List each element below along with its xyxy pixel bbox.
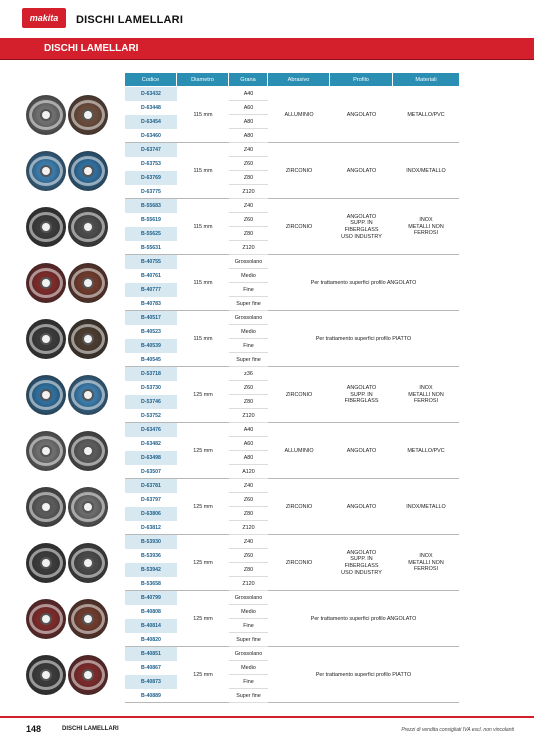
- footer-title: DISCHI LAMELLARI: [62, 726, 119, 732]
- disc-back-image: [68, 655, 108, 695]
- product-code: B-40761: [141, 273, 161, 279]
- grain-value: Z80: [229, 507, 268, 521]
- disc-front-image: [26, 151, 66, 191]
- disc-hole: [40, 221, 52, 233]
- disc-back-image: [68, 151, 108, 191]
- material-value: INOX/METALLO: [406, 167, 446, 174]
- grain-value: Medio: [229, 605, 268, 619]
- disc-hole: [40, 445, 52, 457]
- product-code: D-63476: [125, 423, 177, 437]
- diameter-value: 115 mm: [193, 167, 213, 174]
- diameter-value: 125 mm: [193, 671, 213, 678]
- grain-value: Medio: [229, 661, 268, 675]
- grain-value: A40: [229, 87, 268, 101]
- col-header-materiali: Materiali: [393, 73, 459, 86]
- product-group: [125, 535, 459, 591]
- grain-value: Z40: [229, 199, 268, 213]
- product-code: B-55625: [125, 227, 177, 241]
- grain-value: Fine: [229, 283, 268, 297]
- product-code: D-63507: [141, 469, 161, 475]
- grain-value: Super fine: [229, 633, 268, 647]
- disc-front-image: [26, 431, 66, 471]
- disc-front-image: [26, 263, 66, 303]
- page-number: 148: [26, 724, 42, 734]
- grain-value: A60: [229, 437, 268, 451]
- disc-hole: [40, 669, 52, 681]
- disc-hole: [40, 333, 52, 345]
- product-code: B-40889: [141, 693, 161, 699]
- abrasive-value: ALLUMINIO: [284, 111, 314, 118]
- footer-note: Prezzi di vendita consigliati IVA escl. non vincolanti: [401, 727, 514, 733]
- grain-value: Z60: [229, 493, 268, 507]
- product-code: B-40523: [141, 329, 161, 335]
- disc-hole: [40, 501, 52, 513]
- disc-back-image: [68, 95, 108, 135]
- profile-value: ANGOLATO: [346, 447, 377, 454]
- usage-note: Per trattamento superfici profilo PIATTO: [315, 671, 412, 678]
- product-code: B-55683: [125, 199, 177, 213]
- profile-value: ANGOLATO SUPP. IN FIBERGLASS USO INDUSTRY: [341, 549, 382, 576]
- grain-value: Z120: [229, 521, 268, 535]
- disc-hole: [40, 277, 52, 289]
- product-group: [125, 87, 459, 143]
- product-code: B-40755: [125, 255, 177, 269]
- section-banner: [0, 38, 534, 60]
- material-value: METALLO/PVC: [407, 111, 445, 118]
- disc-hole: [40, 109, 52, 121]
- disc-hole: [40, 389, 52, 401]
- grain-value: Z60: [229, 381, 268, 395]
- product-group: [125, 311, 459, 367]
- disc-hole: [82, 389, 94, 401]
- diameter-value: 115 mm: [193, 279, 213, 286]
- material-value: INOX/METALLO: [406, 503, 446, 510]
- profile-value: ANGOLATO SUPP. IN FIBERGLASS: [344, 384, 379, 405]
- grain-value: A80: [229, 115, 268, 129]
- diameter-value: 115 mm: [193, 335, 213, 342]
- product-group: [125, 199, 459, 255]
- disc-back-image: [68, 207, 108, 247]
- product-group: [125, 255, 459, 311]
- product-code: B-40820: [141, 637, 161, 643]
- product-code: D-53752: [141, 413, 161, 419]
- disc-hole: [82, 613, 94, 625]
- product-code: D-63769: [125, 171, 177, 185]
- disc-back-image: [68, 375, 108, 415]
- product-code: D-63797: [141, 497, 161, 503]
- product-code: B-40867: [141, 665, 161, 671]
- product-code: B-40808: [141, 609, 161, 615]
- product-group: [125, 479, 459, 535]
- col-header-abrasivo: Abrasivo: [268, 73, 330, 86]
- diameter-value: 125 mm: [193, 559, 213, 566]
- product-group: [125, 367, 459, 423]
- usage-note: Per trattamento superfici profilo ANGOLATO: [310, 615, 417, 622]
- abrasive-value: ZIRCONIO: [285, 223, 313, 230]
- diameter-value: 125 mm: [193, 615, 213, 622]
- disc-front-image: [26, 487, 66, 527]
- grain-value: Super fine: [229, 297, 268, 311]
- grain-value: Z60: [229, 213, 268, 227]
- grain-value: A40: [229, 423, 268, 437]
- disc-front-image: [26, 95, 66, 135]
- product-code: D-63747: [125, 143, 177, 157]
- disc-front-image: [26, 375, 66, 415]
- product-code: B-40783: [141, 301, 161, 307]
- grain-value: Medio: [229, 269, 268, 283]
- top-header: [0, 0, 534, 36]
- disc-back-image: [68, 431, 108, 471]
- disc-hole: [82, 277, 94, 289]
- product-code: B-40545: [141, 357, 161, 363]
- disc-hole: [82, 501, 94, 513]
- disc-hole: [40, 613, 52, 625]
- product-code: B-40814: [125, 619, 177, 633]
- grain-value: Z80: [229, 171, 268, 185]
- product-group: [125, 143, 459, 199]
- diameter-value: 125 mm: [193, 391, 213, 398]
- material-value: INOX METALLI NON FERROSI: [408, 216, 444, 237]
- top-title: DISCHI LAMELLARI: [76, 14, 184, 26]
- profile-value: ANGOLATO: [346, 111, 377, 118]
- grain-value: Z120: [229, 577, 268, 591]
- product-code: B-55631: [141, 245, 161, 251]
- grain-value: Z40: [229, 143, 268, 157]
- product-code: D-63460: [141, 133, 161, 139]
- grain-value: Super fine: [229, 353, 268, 367]
- product-code: D-63775: [141, 189, 161, 195]
- grain-value: Grossolano: [229, 647, 268, 661]
- grain-value: Z40: [229, 479, 268, 493]
- product-code: D-63753: [141, 161, 161, 167]
- disc-hole: [82, 109, 94, 121]
- disc-front-image: [26, 599, 66, 639]
- product-code: B-40539: [125, 339, 177, 353]
- disc-hole: [82, 445, 94, 457]
- material-value: METALLO/PVC: [407, 447, 445, 454]
- disc-back-image: [68, 263, 108, 303]
- grain-value: Z60: [229, 157, 268, 171]
- product-code: B-55619: [141, 217, 161, 223]
- product-code: D-63812: [141, 525, 161, 531]
- col-header-codice: Codice: [125, 73, 177, 86]
- disc-back-image: [68, 599, 108, 639]
- disc-hole: [82, 221, 94, 233]
- profile-value: ANGOLATO: [346, 503, 377, 510]
- grain-value: Fine: [229, 675, 268, 689]
- grain-value: Grossolano: [229, 311, 268, 325]
- diameter-value: 115 mm: [193, 223, 213, 230]
- disc-front-image: [26, 655, 66, 695]
- product-code: D-63454: [125, 115, 177, 129]
- usage-note: Per trattamento superfici profilo ANGOLATO: [310, 279, 417, 286]
- grain-value: Z80: [229, 563, 268, 577]
- product-code: D-53718: [125, 367, 177, 381]
- disc-front-image: [26, 543, 66, 583]
- abrasive-value: ZIRCONIO: [285, 503, 313, 510]
- grain-value: Z120: [229, 241, 268, 255]
- disc-hole: [40, 557, 52, 569]
- product-group: [125, 591, 459, 647]
- col-header-diametro: Diametro: [177, 73, 229, 86]
- grain-value: Z80: [229, 227, 268, 241]
- product-code: D-63781: [125, 479, 177, 493]
- section-title: DISCHI LAMELLARI: [44, 43, 139, 54]
- disc-hole: [82, 669, 94, 681]
- disc-hole: [40, 165, 52, 177]
- product-code: B-53658: [141, 581, 161, 587]
- col-header-profilo: Profilo: [330, 73, 393, 86]
- abrasive-value: ZIRCONIO: [285, 559, 313, 566]
- usage-note: Per trattamento superfici profilo PIATTO: [315, 335, 412, 342]
- grain-value: A60: [229, 101, 268, 115]
- diameter-value: 125 mm: [193, 447, 213, 454]
- product-code: B-40851: [125, 647, 177, 661]
- product-code: D-63806: [125, 507, 177, 521]
- disc-hole: [82, 557, 94, 569]
- makita-logo: makita: [22, 8, 66, 28]
- disc-front-image: [26, 319, 66, 359]
- product-group: [125, 423, 459, 479]
- product-code: B-40873: [125, 675, 177, 689]
- disc-back-image: [68, 319, 108, 359]
- profile-value: ANGOLATO: [346, 167, 377, 174]
- col-header-grana: Grana: [229, 73, 268, 86]
- product-code: D-63448: [141, 105, 161, 111]
- diameter-value: 125 mm: [193, 503, 213, 510]
- disc-hole: [82, 165, 94, 177]
- product-code: B-40517: [125, 311, 177, 325]
- grain-value: Z120: [229, 185, 268, 199]
- product-code: D-63498: [125, 451, 177, 465]
- disc-front-image: [26, 207, 66, 247]
- grain-value: A80: [229, 129, 268, 143]
- grain-value: Z120: [229, 409, 268, 423]
- material-value: INOX METALLI NON FERROSI: [408, 552, 444, 573]
- disc-hole: [82, 333, 94, 345]
- grain-value: Grossolano: [229, 591, 268, 605]
- product-code: B-53936: [141, 553, 161, 559]
- product-code: D-53746: [125, 395, 177, 409]
- material-value: INOX METALLI NON FERROSI: [408, 384, 444, 405]
- page-footer: [0, 716, 534, 742]
- product-code: B-40777: [125, 283, 177, 297]
- grain-value: Grossolano: [229, 255, 268, 269]
- grain-value: Fine: [229, 339, 268, 353]
- product-code: B-40799: [125, 591, 177, 605]
- grain-value: Z80: [229, 395, 268, 409]
- grain-value: z36: [229, 367, 268, 381]
- grain-value: Z40: [229, 535, 268, 549]
- abrasive-value: ALLUMINIO: [284, 447, 314, 454]
- abrasive-value: ZIRCONIO: [285, 391, 313, 398]
- product-code: B-53942: [125, 563, 177, 577]
- disc-back-image: [68, 543, 108, 583]
- abrasive-value: ZIRCONIO: [285, 167, 313, 174]
- grain-value: Z60: [229, 549, 268, 563]
- grain-value: Medio: [229, 325, 268, 339]
- grain-value: Fine: [229, 619, 268, 633]
- product-code: D-63482: [141, 441, 161, 447]
- product-group: [125, 647, 459, 703]
- disc-back-image: [68, 487, 108, 527]
- profile-value: ANGOLATO SUPP. IN FIBERGLASS USO INDUSTRY: [341, 213, 382, 240]
- grain-value: Super fine: [229, 689, 268, 703]
- product-code: B-53930: [125, 535, 177, 549]
- diameter-value: 115 mm: [193, 111, 213, 118]
- grain-value: A80: [229, 451, 268, 465]
- grain-value: A120: [229, 465, 268, 479]
- product-code: D-63432: [125, 87, 177, 101]
- product-code: D-53730: [141, 385, 161, 391]
